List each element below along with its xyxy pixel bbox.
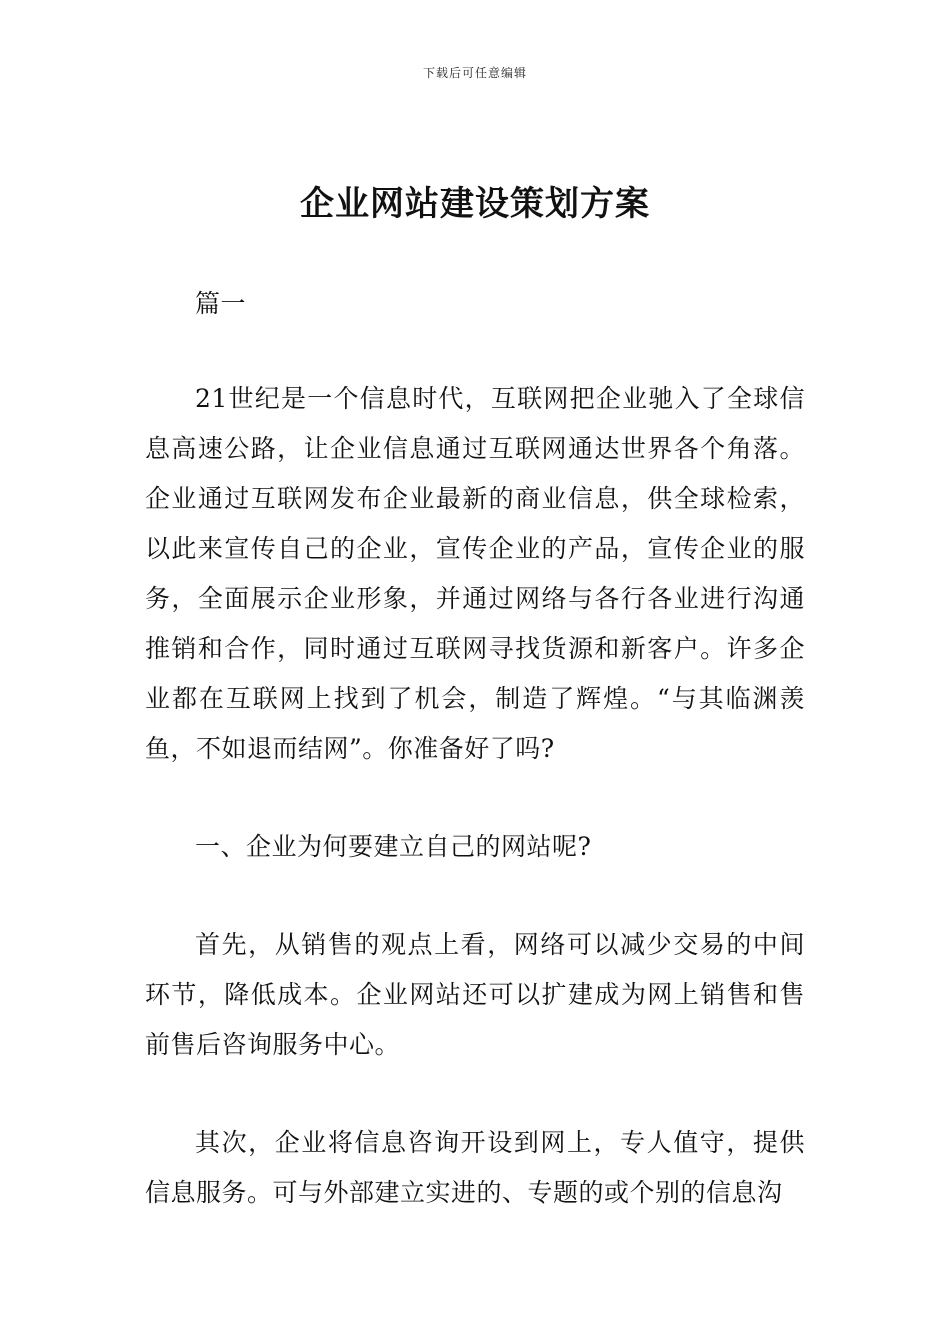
document-title: 企业网站建设策划方案 <box>300 184 650 224</box>
paragraph-second-reason: 其次，企业将信息咨询开设到网上，专人值守，提供信息服务。可与外部建立实进的、专题的或个别的信息沟 <box>145 1128 805 1207</box>
paragraph-intro: 21世纪是一个信息时代，互联网把企业驰入了全球信息高速公路，让企业信息通过互联网通达世界各个角落。企业通过互联网发布企业最新的商业信息，供全球检索，以此来宣传自己的企业，宣传企业的产品，宣传企业的服务，全面展示企业形象，并通过网络与各行各业进行沟通推销和合作，同时通过互联网寻找货源和新客户。许多企业都在互联网上找到了机会，制造了辉煌。“与其临渊羡鱼，不如退而结网”。你准备好了吗? <box>145 384 805 763</box>
section-heading-why-website: 一、企业为何要建立自己的网站呢? <box>195 832 592 861</box>
section-label: 篇一 <box>195 289 247 318</box>
paragraph-first-reason: 首先，从销售的观点上看，网络可以减少交易的中间环节，降低成本。企业网站还可以扩建成为网上销售和售前售后咨询服务中心。 <box>145 930 805 1059</box>
header-note: 下载后可任意编辑 <box>422 66 527 80</box>
